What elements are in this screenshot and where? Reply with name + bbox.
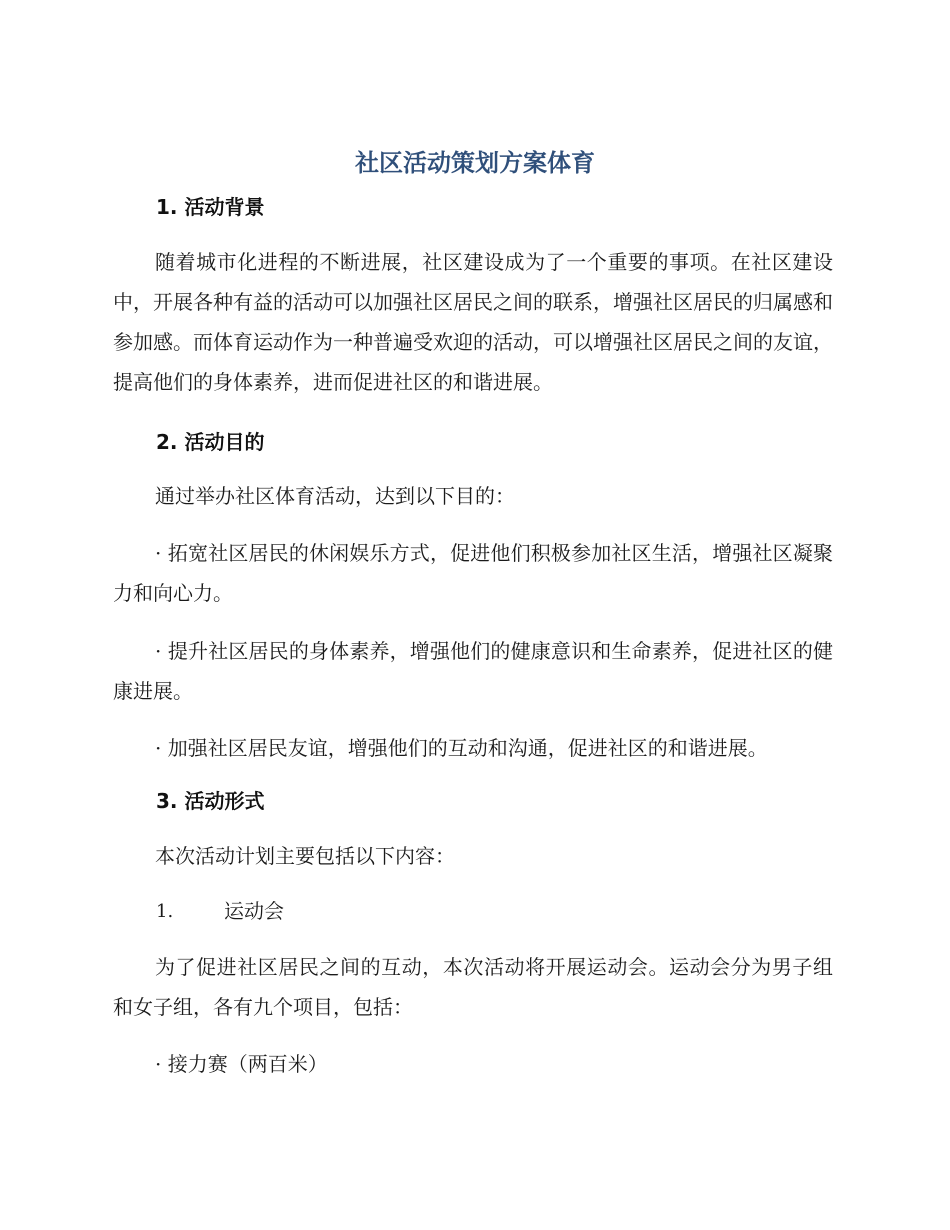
paragraph-background: 随着城市化进程的不断进展，社区建设成为了一个重要的事项。在社区建设中，开展各种有益的活动可以加强社区居民之间的联系，增强社区居民的归属感和参加感。而体育运动作为一种普遍受欢迎的活动，可以增强社区居民之间的友谊，提高他们的身体素养，进而促进社区的和谐进展。: [113, 250, 833, 394]
section-heading-purpose: 2. 活动目的: [156, 430, 265, 454]
paragraph-sports-meet: 为了促进社区居民之间的互动，本次活动将开展运动会。运动会分为男子组和女子组，各有九个项目，包括：: [113, 955, 833, 1019]
paragraph-format-intro: 本次活动计划主要包括以下内容：: [155, 844, 455, 868]
bullet-relay-race: · 接力赛（两百米）: [155, 1052, 328, 1076]
document-title: 社区活动策划方案体育: [355, 149, 595, 177]
bullet-purpose-2: · 提升社区居民的身体素养，增强他们的健康意识和生命素养，促进社区的健康进展。: [113, 639, 833, 703]
bullet-purpose-3: · 加强社区居民友谊，增强他们的互动和沟通，促进社区的和谐进展。: [155, 736, 768, 760]
section-heading-background: 1. 活动背景: [156, 195, 265, 219]
list-item-number: 1.: [156, 901, 174, 922]
list-item-text: 运动会: [224, 899, 284, 923]
bullet-purpose-1: · 拓宽社区居民的休闲娱乐方式，促进他们积极参加社区生活，增强社区凝聚力和向心力。: [113, 541, 833, 605]
section-heading-format: 3. 活动形式: [156, 789, 265, 813]
paragraph-purpose-intro: 通过举办社区体育活动，达到以下目的：: [155, 484, 515, 508]
